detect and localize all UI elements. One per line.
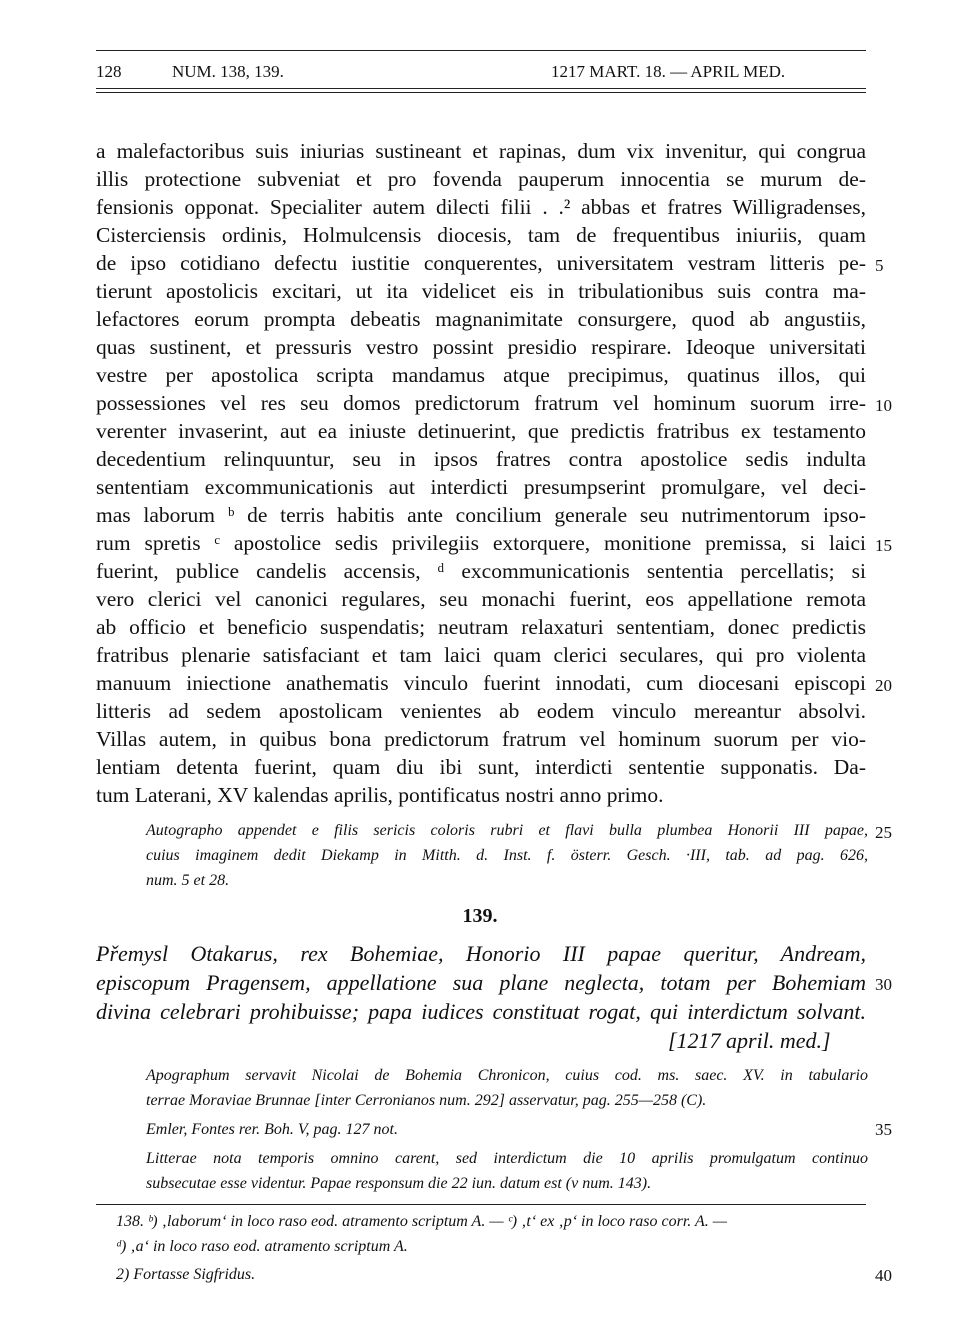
body-line: vestre per apostolica scripta mandamus atque precipimus, quatinus illos, qui [96, 363, 866, 387]
line-number: 5 [875, 256, 884, 275]
regest-line: divina celebrari prohibuisse; papa iudices constituat rogat, qui interdictum solvant. [96, 999, 866, 1024]
footnote-138-line: ᵈ) ‚a‘ in loco raso eod. atramento scriptum A. [116, 1238, 408, 1255]
body-line: fensionis opponat. Specialiter autem dilecti filii . .² abbas et fratres Willigradenses, [96, 195, 866, 219]
body-line: decedentium relinquuntur, seu in ipsos fratres contra apostolice sedis indulta [96, 447, 866, 471]
regest-line: episcopum Pragensem, appellatione sua plane neglecta, totam per Bohemiam [96, 970, 866, 995]
line-number: 15 [875, 536, 892, 555]
apparatus-note: Autographo appendet e filis sericis coloris rubri et flavi bulla plumbea Honorii III papae, [146, 822, 868, 839]
body-line: possessiones vel res seu domos predictorum fratrum vel hominum suorum irre- [96, 391, 866, 415]
body-line: sententiam excommunicationis aut interdicti presumpserint promulgare, vel deci- [96, 475, 866, 499]
body-line: Villas autem, in quibus bona predictorum fratrum vel hominum suorum per vio- [96, 727, 866, 751]
regest-line: Přemysl Otakarus, rex Bohemiae, Honorio III papae queritur, Andream, [96, 941, 866, 966]
header-bottom-rule-2 [96, 92, 866, 93]
body-line: litteris ad sedem apostolicam venientes ab eodem vinculo mereantur absolvi. [96, 699, 866, 723]
body-line: Cisterciensis ordinis, Holmulcensis diocesis, tam de frequentibus iniuriis, quam [96, 223, 866, 247]
source-note: Litterae nota temporis omnino carent, sed interdictum die 10 aprilis promulgatum continuo [146, 1150, 868, 1167]
line-number: 20 [875, 676, 892, 695]
document-number-139: 139. [462, 905, 498, 927]
apparatus-note: cuius imaginem dedit Diekamp in Mitth. d. Inst. f. österr. Gesch. ·III, tab. ad pag. 626, [146, 847, 868, 864]
apparatus-note: num. 5 et 28. [146, 872, 230, 889]
document-numbers: NUM. 138, 139. [172, 62, 284, 81]
body-line: ab officio et beneficio suspendatis; neutram relaxaturi sententiam, donec predictis [96, 615, 866, 639]
footnote-2: 2) Fortasse Sigfridus. [116, 1266, 256, 1283]
footnote-138-line: 138. ᵇ) ‚laborum‘ in loco raso eod. atramento scriptum A. — ᶜ) ‚t‘ ex ‚p‘ in loco raso corr. A. — [116, 1213, 727, 1230]
source-note: Apographum servavit Nicolai de Bohemia Chronicon, cuius cod. ms. saec. XV. in tabulario [146, 1067, 868, 1084]
footnote-rule [96, 1204, 866, 1205]
body-line: illis protectione subveniat et pro fovenda pauperum innocentia se murum de- [96, 167, 866, 191]
body-line: de ipso cotidiano defectu iustitie conquerentes, universitatem vestram litteris pe- [96, 251, 866, 275]
body-line: fratribus plenarie satisfaciant et tam laici quam clerici seculares, qui pro violenta [96, 643, 866, 667]
source-note: terrae Moraviae Brunnae [inter Cerronianos num. 292] asservatur, pag. 255—258 (C). [146, 1092, 707, 1109]
body-line: rum spretis ᶜ apostolice sedis privilegiis extorquere, monitione premissa, si laici [96, 531, 866, 555]
line-number: 10 [875, 396, 892, 415]
body-line: lentiam detenta fuerint, quam diu ibi sunt, interdicti sententie supponatis. Da- [96, 755, 866, 779]
body-line: a malefactoribus suis iniurias sustineant et rapinas, dum vix invenitur, qui congrua [96, 139, 866, 163]
body-line: tum Laterani, XV kalendas aprilis, pontificatus nostri anno primo. [96, 783, 664, 807]
body-line: mas laborum ᵇ de terris habitis ante concilium generale seu nutrimentorum ipso- [96, 503, 866, 527]
body-line: lefactores eorum prompta debeatis magnanimitate consurgere, quod ab angustiis, [96, 307, 866, 331]
page-number: 128 [96, 62, 122, 81]
header-top-rule [96, 50, 866, 51]
line-number: 25 [875, 823, 892, 842]
body-line: quas sustinent, et pressuris vestro possint presidio respirare. Ideoque universitati [96, 335, 866, 359]
body-line: tierunt apostolicis excitari, ut ita videlicet eis in tribulationibus suis contra ma- [96, 279, 866, 303]
header-date: 1217 MART. 18. — APRIL MED. [551, 62, 786, 81]
body-line: vero clerici vel canonici regulares, seu monachi fuerint, eos appellatione remota [96, 587, 866, 611]
body-line: verenter invaserint, aut ea iniuste detinuerint, que predictis fratribus ex testamento [96, 419, 866, 443]
line-number: 35 [875, 1120, 892, 1139]
source-note: subsecutae esse videntur. Papae responsum die 22 iun. datum est (v num. 143). [146, 1175, 652, 1192]
line-number: 40 [875, 1266, 892, 1285]
regest-date: [1217 april. med.] [668, 1028, 831, 1053]
source-note: Emler, Fontes rer. Boh. V, pag. 127 not. [146, 1121, 398, 1138]
body-line: manuum iniectione anathematis vinculo fuerint innodati, cum diocesani episcopi [96, 671, 866, 695]
body-line: fuerint, publice candelis accensis, ᵈ excommunicationis sententia percellatis; si [96, 559, 866, 583]
line-number: 30 [875, 975, 892, 994]
header-bottom-rule [96, 88, 866, 89]
